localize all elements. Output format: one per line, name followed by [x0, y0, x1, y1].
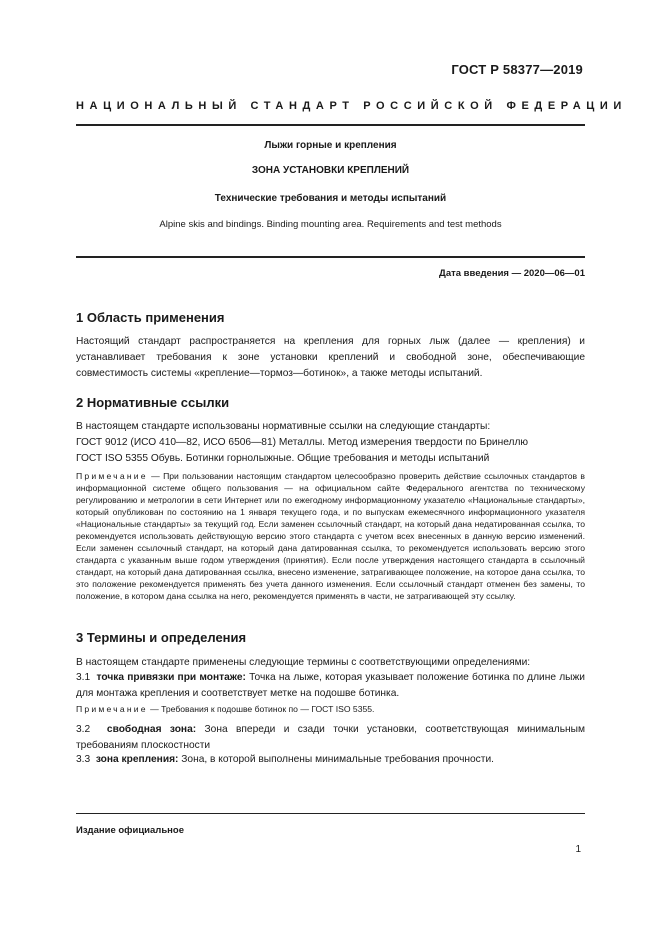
term-definition: Зона, в которой выполнены минимальные требования прочности. — [178, 754, 494, 765]
term-definition: Точка на лыже, которая указывает положение ботинка по длине лыжи для монтажа крепления и соответствует метке на подошве ботинка. — [76, 672, 585, 699]
introduction-date: Дата введения — 2020—06—01 — [439, 268, 585, 279]
term-name: свободная зона: — [106, 724, 197, 735]
term-name: точка привязки при монтаже: — [96, 672, 246, 683]
term-number: 3.3 — [76, 754, 91, 765]
title-subtitle: Технические требования и методы испытаний — [214, 193, 447, 204]
edition-label: Издание официальное — [76, 825, 184, 836]
note-label: Примечание — [76, 704, 148, 714]
term-number: 3.2 — [76, 724, 91, 735]
term-3-3 — [76, 752, 585, 768]
title-main: ЗОНА УСТАНОВКИ КРЕПЛЕНИЙ — [251, 165, 410, 176]
note-text: — Требования к подошве ботинок по — ГОСТ ISO 5355. — [147, 704, 375, 714]
section-3-intro: В настоящем стандарте применены следующие термины с соответствующими определениями: — [76, 657, 531, 668]
page-number: 1 — [575, 844, 581, 855]
reference-item: ГОСТ 9012 (ИСО 410—82, ИСО 6506—81) Металлы. Метод измерения твердости по Бринеллю — [76, 437, 529, 448]
section-2-note — [76, 470, 585, 602]
title-divider — [76, 256, 585, 258]
section-1-text-body: Настоящий стандарт распространяется на крепления для горных лыж (далее — крепления) и устанавливает требования к зоне установки креплений и свободной зоне, обеспечивающие совместимость системы «крепление—тормоз—ботинок», а также методы испытаний. — [76, 336, 585, 379]
national-standard-heading: НАЦИОНАЛЬНЫЙ СТАНДАРТ РОССИЙСКОЙ ФЕДЕРАЦИИ — [76, 100, 627, 112]
section-2-heading: 2 Нормативные ссылки — [76, 395, 230, 410]
footer-divider — [76, 813, 585, 814]
term-number: 3.1 — [76, 672, 91, 683]
section-2-intro: В настоящем стандарте использованы нормативные ссылки на следующие стандарты: — [76, 421, 491, 432]
term-name: зона крепления: — [95, 754, 179, 765]
section-3-heading: 3 Термины и определения — [76, 630, 247, 645]
note-label: Примечание — [76, 471, 148, 481]
term-definition: Зона впереди и сзади точки установки, соответствующая минимальным требованиям плоскостности — [76, 724, 585, 751]
section-1-heading: 1 Область применения — [76, 310, 225, 325]
top-divider — [76, 124, 585, 126]
title-english: Alpine skis and bindings. Binding mounting area. Requirements and test methods — [159, 219, 502, 230]
section-3-note — [76, 703, 585, 715]
title-category: Лыжи горные и крепления — [264, 140, 397, 151]
reference-item: ГОСТ ISO 5355 Обувь. Ботинки горнолыжные. Общие требования и методы испытаний — [76, 453, 490, 464]
note-text: — При пользовании настоящим стандартом целесообразно проверить действие ссылочных стандартов в информационной системе общего пользования — на официальном сайте Федерального агентства по техническому регулированию и метрологии в сети Интернет или по ежегодному информационному указателю «Национальные стандарты», который опубликован по состоянию на 1 января текущего года, и по выпускам ежемесячного информационного указателя «Национальные стандарты» за текущий год. Если заменен ссылочный стандарт, на который дана недатированная ссылка, то рекомендуется использовать действующую версию этого стандарта с учетом всех внесенных в данную версию изменений. Если заменен ссылочный стандарт, на который дана датированная ссылка, то рекомендуется использовать версию этого стандарта с указанным выше годом утверждения (принятия). Если после утверждения настоящего стандарта в ссылочный стандарт, на который дана датированная ссылка, внесено изменение, затрагивающее положение, на которое дана ссылка, то это положение рекомендуется применять без учета данного изменения. Если ссылочный стандарт отменен без замены, то положение, в котором дана ссылка на него, рекомендуется применять в части, не затрагивающей эту ссылку. — [76, 471, 585, 601]
term-3-1 — [76, 670, 585, 702]
document-code: ГОСТ Р 58377—2019 — [451, 62, 583, 77]
section-1-text — [76, 334, 585, 382]
term-3-2 — [76, 722, 585, 754]
